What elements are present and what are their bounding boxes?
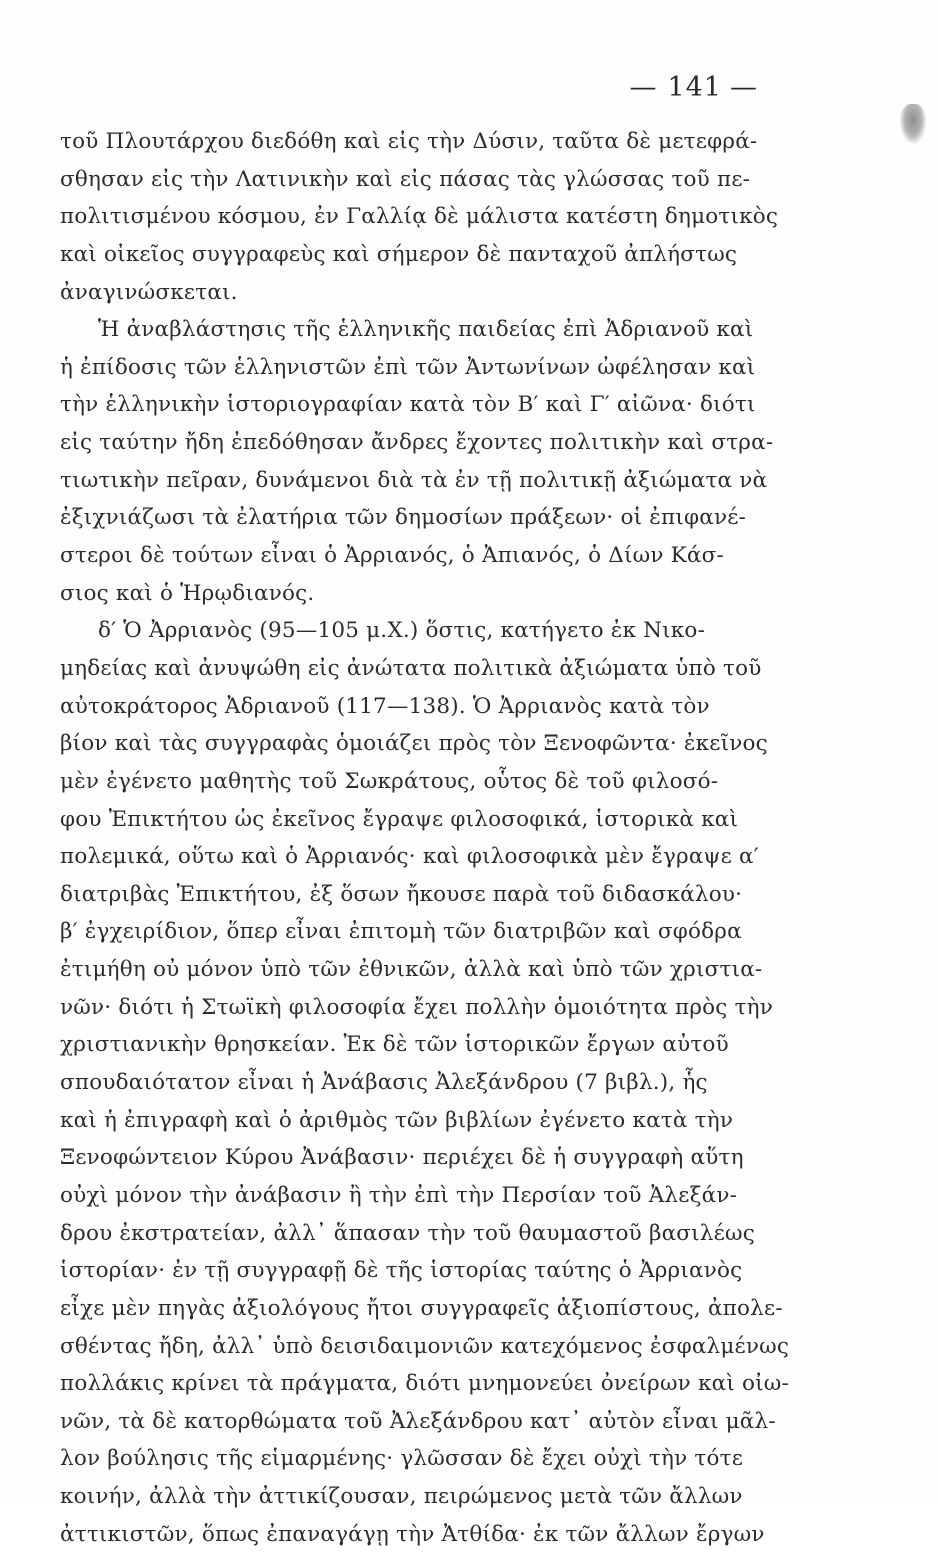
text-line: χριστιανικὴν θρησκείαν. Ἐκ δὲ τῶν ἱστορικῶν ἔργων αὐτοῦ — [60, 1032, 729, 1058]
text-line: στεροι δὲ τούτων εἶναι ὁ Ἀρριανός, ὁ Ἀπιανός, ὁ Δίων Κάσ- — [60, 543, 724, 569]
text-line: δρου ἐκστρατείαν, ἀλλ᾽ ἅπασαν τὴν τοῦ θαυμαστοῦ βασιλέως — [60, 1220, 755, 1246]
body-text — [60, 123, 790, 1553]
text-line: ἐτιμήθη οὐ μόνον ὑπὸ τῶν ἐθνικῶν, ἀλλὰ καὶ ὑπὸ τῶν χριστια- — [60, 957, 763, 983]
text-line: εἶχε μὲν πηγὰς ἀξιολόγους ἤτοι συγγραφεῖς ἀξιοπίστους, ἀπολε- — [60, 1295, 783, 1321]
text-line: καὶ ἡ ἐπιγραφὴ καὶ ὁ ἀριθμὸς τῶν βιβλίων ἐγένετο κατὰ τὴν — [60, 1107, 734, 1133]
text-line: σπουδαιότατον εἶναι ἡ Ἀνάβασις Ἀλεξάνδρου (7 βιβλ.), ἧς — [60, 1070, 708, 1096]
paragraph-start-line: Ἡ ἀναβλάστησις τῆς ἑλληνικῆς παιδείας ἐπὶ Ἀδριανοῦ καὶ — [98, 317, 754, 343]
text-line: εἰς ταύτην ἤδη ἐπεδόθησαν ἄνδρες ἔχοντες πολιτικὴν καὶ στρα- — [60, 430, 774, 456]
text-line: Ξενοφώντειον Κύρου Ἀνάβασιν· περιέχει δὲ ἡ συγγραφὴ αὕτη — [60, 1145, 744, 1171]
text-line: τοῦ Πλουτάρχου διεδόθη καὶ εἰς τὴν Δύσιν, ταῦτα δὲ μετεφρά- — [60, 129, 758, 154]
text-line: ἱστορίαν· ἐν τῇ συγγραφῇ δὲ τῆς ἱστορίας ταύτης ὁ Ἀρριανὸς — [60, 1258, 743, 1284]
page-header — [629, 72, 758, 103]
text-line: νῶν, τὰ δὲ κατορθώματα τοῦ Ἀλεξάνδρου κατ᾽ αὐτὸν εἶναι μᾶλ- — [60, 1408, 776, 1434]
text-line: λον βούλησις τῆς εἱμαρμένης· γλῶσσαν δὲ ἔχει οὐχὶ τὴν τότε — [60, 1446, 744, 1472]
text-line: βίον καὶ τὰς συγγραφὰς ὁμοιάζει πρὸς τὸν Ξενοφῶντα· ἐκεῖνος — [60, 731, 768, 757]
text-line: σθησαν εἰς τὴν Λατινικὴν καὶ εἰς πάσας τὰς γλώσσας τοῦ πε- — [60, 166, 751, 192]
text-line: τιωτικὴν πεῖραν, δυνάμενοι διὰ τὰ ἐν τῇ πολιτικῇ ἀξιώματα νὰ — [60, 467, 768, 493]
text-line: κοινήν, ἀλλὰ τὴν ἀττικίζουσαν, πειρώμενος μετὰ τῶν ἄλλων — [60, 1484, 743, 1510]
text-line: διατριβὰς Ἐπικτήτου, ἐξ ὅσων ἤκουσε παρὰ τοῦ διδασκάλου· — [60, 881, 743, 907]
text-line: πολλάκις κρίνει τὰ πράγματα, διότι μνημονεύει ὀνείρων καὶ οἰω- — [60, 1371, 789, 1397]
text-line: β′ ἐγχειρίδιον, ὅπερ εἶναι ἐπιτομὴ τῶν διατριβῶν καὶ σφόδρα — [60, 919, 742, 945]
text-line: νῶν· διότι ἡ Στωϊκὴ φιλοσοφία ἔχει πολλὴν ὁμοιότητα πρὸς τὴν — [60, 994, 774, 1020]
text-line: ἐξιχνιάζωσι τὰ ἐλατήρια τῶν δημοσίων πράξεων· οἱ ἐπιφανέ- — [60, 505, 747, 531]
ink-smudge — [900, 104, 926, 144]
text-line: μὲν ἐγένετο μαθητὴς τοῦ Σωκράτους, οὗτος δὲ τοῦ φιλοσό- — [60, 768, 719, 794]
text-line: οὐχὶ μόνον τὴν ἀνάβασιν ἢ τὴν ἐπὶ τὴν Περσίαν τοῦ Ἀλεξάν- — [60, 1182, 738, 1208]
text-line: σιος καὶ ὁ Ἡρῳδιανός. — [60, 580, 315, 606]
text-line: ἀττικιστῶν, ὅπως ἐπαναγάγῃ τὴν Ἀτθίδα· ἐκ τῶν ἄλλων ἔργων — [60, 1521, 765, 1547]
text-line: αὐτοκράτορος Ἀδριανοῦ (117—138). Ὁ Ἀρριανὸς κατὰ τὸν — [60, 693, 710, 719]
header-dash-right: — — [730, 72, 758, 103]
text-line: σθέντας ἤδη, ἀλλ᾽ ὑπὸ δεισιδαιμονιῶν κατεχόμενος ἐσφαλμένως — [60, 1333, 790, 1359]
text-line: πολεμικά, οὕτω καὶ ὁ Ἀρριανός· καὶ φιλοσοφικὰ μὲν ἔγραψε α′ — [60, 844, 759, 870]
header-dash-left: — — [629, 72, 658, 103]
page-number: 141 — [667, 72, 722, 103]
text-line: ἀναγινώσκεται. — [60, 279, 238, 305]
text-line: τὴν ἑλληνικὴν ἱστοριογραφίαν κατὰ τὸν Β′ καὶ Γ′ αἰῶνα· διότι — [60, 392, 756, 418]
text-line: καὶ οἰκεῖος συγγραφεὺς καὶ σήμερον δὲ πανταχοῦ ἀπλήστως — [60, 241, 738, 267]
text-line: ἡ ἐπίδοσις τῶν ἑλληνιστῶν ἐπὶ τῶν Ἀντωνίνων ὠφέλησαν καὶ — [60, 354, 756, 380]
text-line: πολιτισμένου κόσμου, ἐν Γαλλίᾳ δὲ μάλιστα κατέστη δημοτικὸς — [60, 204, 779, 230]
section-heading-line: δ′ Ὁ Ἀρριανὸς (95—105 μ.Χ.) ὅστις, κατήγετο ἐκ Νικο- — [98, 618, 706, 644]
text-line: φου Ἐπικτήτου ὡς ἐκεῖνος ἔγραψε φιλοσοφικά, ἱστορικὰ καὶ — [60, 806, 739, 832]
text-line: μηδείας καὶ ἀνυψώθη εἰς ἀνώτατα πολιτικὰ ἀξιώματα ὑπὸ τοῦ — [60, 655, 762, 681]
